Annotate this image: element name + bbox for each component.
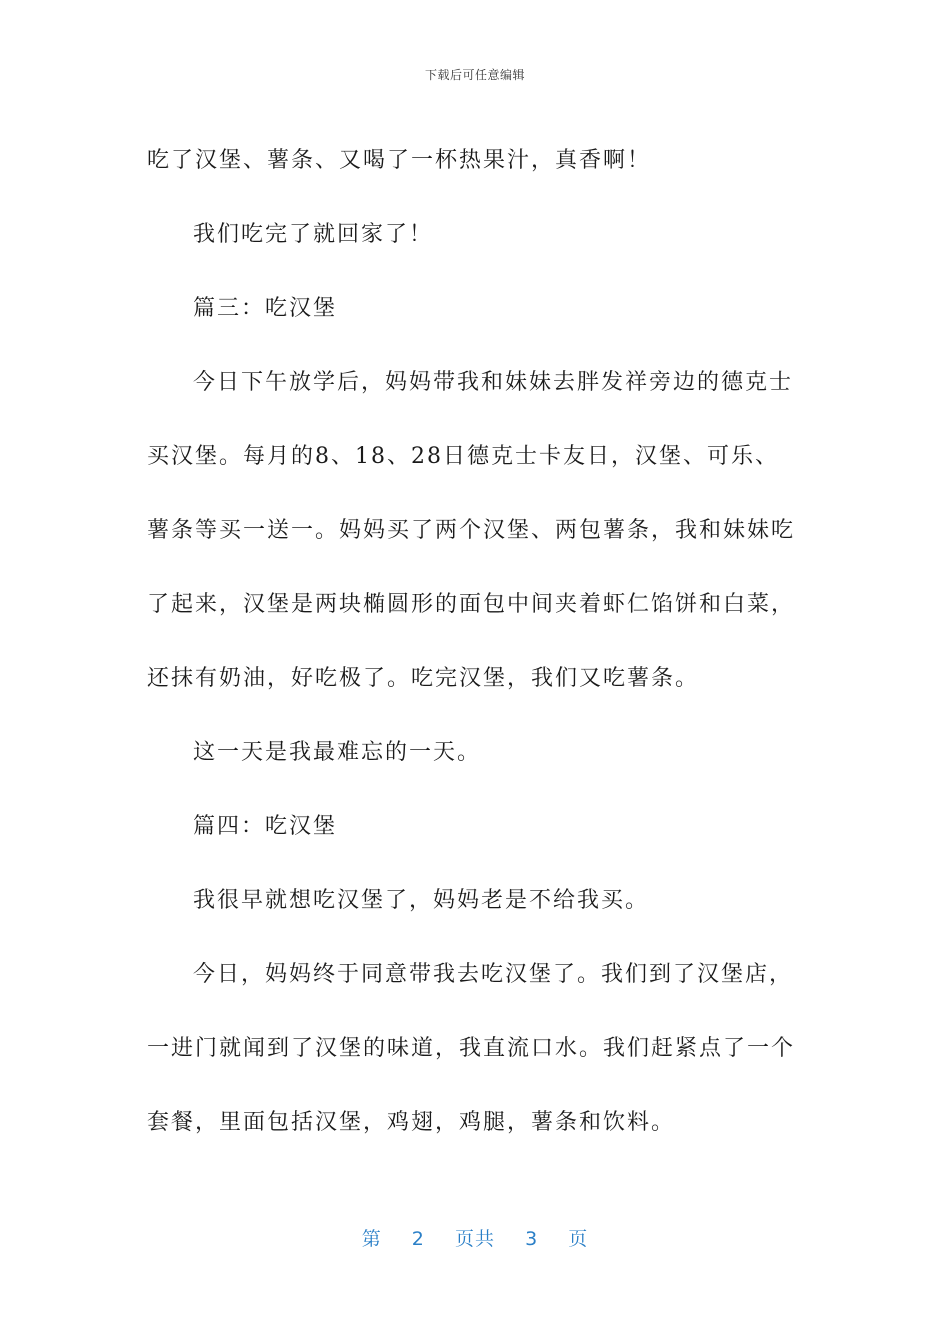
paragraph: 今日下午放学后，妈妈带我和妹妹去胖发祥旁边的德克士买汉堡。每月的8、18、28日德克士卡友日，汉堡、可乐、薯条等买一送一。妈妈买了两个汉堡、两包薯条，我和妹妹吃了起来，汉堡是两块椭圆形的面包中间夹着虾仁馅饼和白菜，还抹有奶油，好吃极了。吃完汉堡，我们又吃薯条。 bbox=[147, 370, 796, 691]
page-number-footer bbox=[0, 1224, 950, 1251]
footer-label-total: 页共 bbox=[454, 1228, 495, 1250]
footer-label-end: 页 bbox=[568, 1228, 589, 1250]
paragraph: 我很早就想吃汉堡了，妈妈老是不给我买。 bbox=[193, 888, 650, 913]
paragraph: 这一天是我最难忘的一天。 bbox=[193, 740, 482, 765]
section-heading-part-four: 篇四：吃汉堡 bbox=[193, 814, 338, 839]
paragraph-continuation: 吃了汉堡、薯条、又喝了一杯热果汁，真香啊！ bbox=[147, 148, 652, 173]
footer-label-page: 第 bbox=[361, 1228, 382, 1250]
footer-total-pages: 3 bbox=[525, 1228, 539, 1250]
section-heading-part-three: 篇三：吃汉堡 bbox=[193, 296, 338, 321]
header-note: 下载后可任意编辑 bbox=[424, 68, 525, 82]
paragraph: 今日，妈妈终于同意带我去吃汉堡了。我们到了汉堡店，一进门就闻到了汉堡的味道，我直流口水。我们赶紧点了一个套餐，里面包括汉堡，鸡翅，鸡腿，薯条和饮料。 bbox=[147, 962, 796, 1135]
footer-current-page: 2 bbox=[411, 1228, 425, 1250]
document-body bbox=[147, 124, 797, 1160]
paragraph: 我们吃完了就回家了！ bbox=[193, 222, 434, 247]
